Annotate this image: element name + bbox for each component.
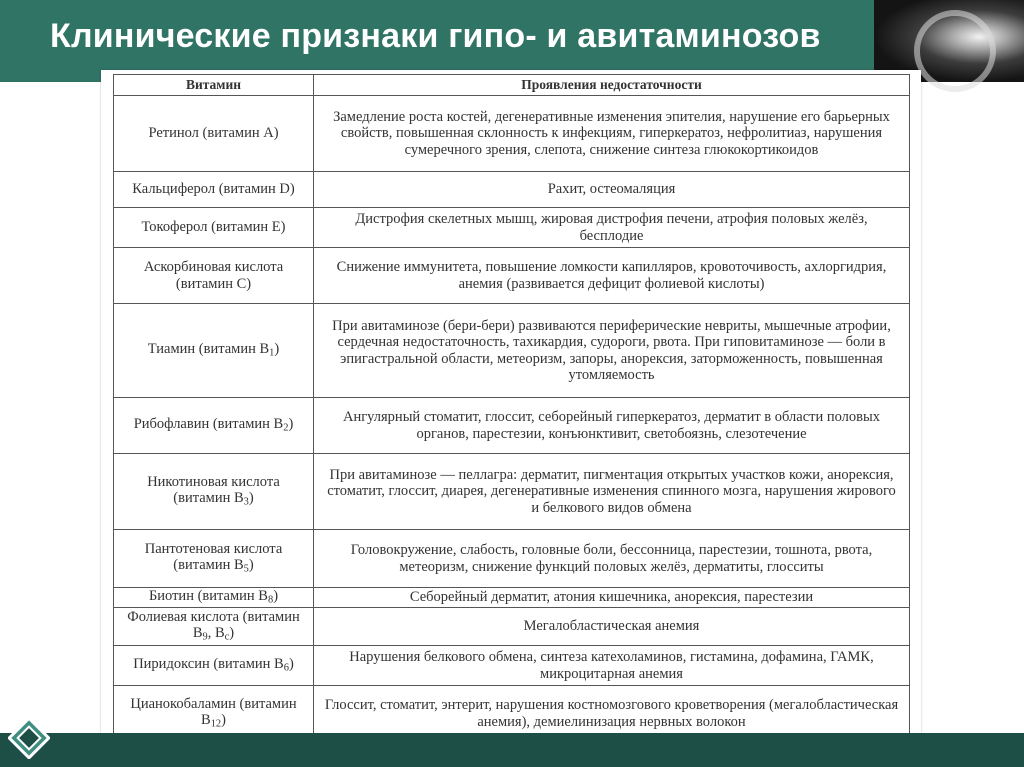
deficiency-symptoms: Снижение иммунитета, повышение ломкости капилляров, кровоточивость, ахлоргидрия, анемия (развивается дефицит фолиевой кислоты) bbox=[314, 248, 910, 304]
table-row bbox=[114, 530, 910, 588]
column-header-vitamin: Витамин bbox=[114, 75, 314, 96]
deficiency-symptoms: Мегалобластическая анемия bbox=[314, 608, 910, 646]
table-row bbox=[114, 588, 910, 608]
vitamin-name-tail: ) bbox=[288, 416, 294, 433]
slide-title: Клинические признаки гипо- и авитаминозов bbox=[50, 17, 821, 55]
vitamin-name-tail: ) bbox=[229, 625, 235, 642]
vitamin-name bbox=[114, 608, 314, 646]
vitamin-name-text: Пантотеновая кислота (витамин В bbox=[144, 541, 283, 574]
vitamin-name-text: Тиамин (витамин В bbox=[147, 341, 270, 358]
table-row bbox=[114, 646, 910, 686]
vitamin-name bbox=[114, 304, 314, 398]
table-row bbox=[114, 172, 910, 208]
deficiency-symptoms: Замедление роста костей, дегенеративные изменения эпителия, нарушение его барьерных свойств, повышенная склонность к инфекциям, гиперкератоз, нефролитиаз, нарушения сумеречного зрения, слепота, снижение синтеза глюкокортикоидов bbox=[314, 96, 910, 172]
vitamin-subscript: 2 bbox=[283, 422, 289, 434]
vitamin-subscript: 5 bbox=[243, 564, 249, 576]
vitamin-subscript: 1 bbox=[269, 347, 275, 359]
deficiency-symptoms: Глоссит, стоматит, энтерит, нарушения костномозгового кроветворения (мегалобластическая анемия), демиелинизация нервных волокон bbox=[314, 686, 910, 742]
deficiency-symptoms: При авитаминозе — пеллагра: дерматит, пигментация открытых участков кожи, анорексия, стоматит, глоссит, диарея, дегенеративные изменения спинного мозга, нарушения жирового и белкового видов обмена bbox=[314, 454, 910, 530]
slide-footer-bar bbox=[0, 733, 1024, 767]
vitamin-name bbox=[114, 454, 314, 530]
vitamin-name bbox=[114, 398, 314, 454]
deficiency-symptoms: Себорейный дерматит, атония кишечника, анорексия, парестезии bbox=[314, 588, 910, 608]
vitamin-name: Ретинол (витамин А) bbox=[114, 96, 314, 172]
deficiency-symptoms: При авитаминозе (бери-бери) развиваются периферические невриты, мышечные атрофии, сердечная недостаточность, тахикардия, судороги, рвота. При гиповитаминозе — боли в эпигастральной области, метеоризм, запоры, анорексия, заторможенность, повышенная утомляемость bbox=[314, 304, 910, 398]
table-row bbox=[114, 304, 910, 398]
vitamin-subscript: 9 bbox=[202, 632, 208, 644]
vitamin-name bbox=[114, 646, 314, 686]
vitamin-subscript: 8 bbox=[267, 594, 274, 606]
vitamin-table-image bbox=[101, 70, 921, 742]
vitamin-deficiency-table bbox=[113, 74, 910, 742]
vitamin-name-text: Никотиновая кислота (витамин В bbox=[147, 474, 280, 507]
vitamin-name-text: Цианокобаламин (витамин В bbox=[130, 696, 297, 729]
vitamin-name-text: Фолиевая кислота (витамин В bbox=[127, 609, 300, 642]
table-row bbox=[114, 608, 910, 646]
diamond-logo-icon bbox=[8, 717, 50, 759]
vitamin-name: Токоферол (витамин Е) bbox=[114, 208, 314, 248]
vitamin-name: Аскорбиновая кислота (витамин С) bbox=[114, 248, 314, 304]
deficiency-symptoms: Нарушения белкового обмена, синтеза катехоламинов, гистамина, дофамина, ГАМК, микроцитарная анемия bbox=[314, 646, 910, 686]
vitamin-subscript: 6 bbox=[283, 662, 289, 674]
vitamin-subscript: с bbox=[224, 632, 230, 644]
table-row bbox=[114, 454, 910, 530]
vitamin-subscript: 12 bbox=[210, 719, 222, 731]
vitamin-name-tail: ) bbox=[248, 557, 254, 574]
table-row bbox=[114, 398, 910, 454]
table-row bbox=[114, 208, 910, 248]
vitamin-name-text: Рибофлавин (витамин В bbox=[133, 416, 284, 433]
column-header-symptoms: Проявления недостаточности bbox=[314, 75, 910, 96]
table-row bbox=[114, 248, 910, 304]
vitamin-name-text: Пиридоксин (витамин В bbox=[133, 656, 284, 673]
vitamin-name-tail: ) bbox=[273, 588, 279, 605]
table-row bbox=[114, 96, 910, 172]
vitamin-name-tail: ) bbox=[221, 712, 226, 729]
vitamin-name bbox=[114, 530, 314, 588]
vitamin-name-tail: ) bbox=[274, 341, 280, 358]
vitamin-subscript: 3 bbox=[243, 497, 249, 509]
vitamin-name-mid: , В bbox=[207, 625, 225, 642]
vitamin-name bbox=[114, 588, 314, 608]
deficiency-symptoms: Головокружение, слабость, головные боли, бессонница, парестезии, тошнота, рвота, метеоризм, снижение функций половых желёз, дерматиты, глосситы bbox=[314, 530, 910, 588]
table-header-row bbox=[114, 75, 910, 96]
vitamin-name-tail: ) bbox=[288, 656, 294, 673]
deficiency-symptoms: Дистрофия скелетных мышц, жировая дистрофия печени, атрофия половых желёз, бесплодие bbox=[314, 208, 910, 248]
vitamin-name-tail: ) bbox=[248, 490, 254, 507]
deficiency-symptoms: Ангулярный стоматит, глоссит, себорейный гиперкератоз, дерматит в области половых органов, парестезии, конъюнктивит, светобоязнь, слезотечение bbox=[314, 398, 910, 454]
vitamin-name-text: Биотин (витамин В bbox=[148, 588, 268, 605]
deficiency-symptoms: Рахит, остеомаляция bbox=[314, 172, 910, 208]
vitamin-name: Кальциферол (витамин D) bbox=[114, 172, 314, 208]
